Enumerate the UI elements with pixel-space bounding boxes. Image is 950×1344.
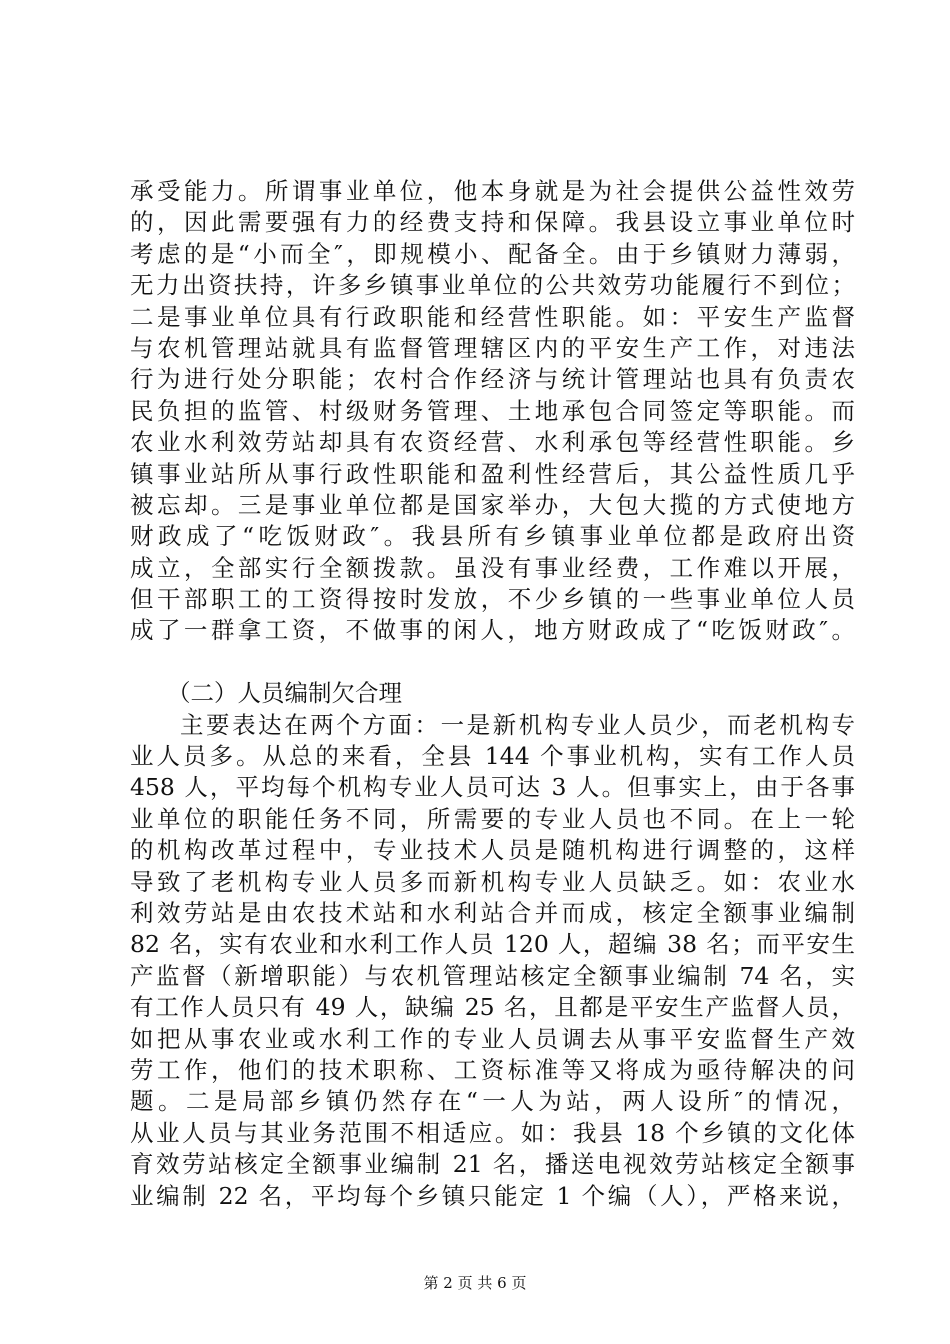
page-number-label: 第 2 页 共 6 页 <box>423 1274 527 1292</box>
text-line: 主要表达在两个方面：一是新机构专业人员少，而老机构专 <box>180 710 855 739</box>
text-line: 农业水利效劳站却具有农资经营、水利承包等经营性职能。乡 <box>130 428 855 457</box>
text-line: 题。二是局部乡镇仍然存在“一人为站，两人设所″的情况， <box>130 1087 855 1116</box>
text-line: 业编制 22 名，平均每个乡镇只能定 1 个编（人），严格来说， <box>130 1181 855 1210</box>
text-line: 民负担的监管、村级财务管理、土地承包合同签定等职能。而 <box>130 396 855 425</box>
document-body <box>130 176 855 1212</box>
text-line: 镇事业站所从事行政性职能和盈利性经营后，其公益性质几乎 <box>130 459 855 488</box>
text-line: 与农机管理站就具有监督管理辖区内的平安生产工作，对违法 <box>130 333 855 362</box>
text-line: 业单位的职能任务不同，所需要的专业人员也不同。在上一轮 <box>130 804 855 833</box>
text-line: 无力出资扶持，许多乡镇事业单位的公共效劳功能履行不到位； <box>130 271 855 300</box>
text-line: 导致了老机构专业人员多而新机构专业人员缺乏。如：农业水 <box>130 867 855 896</box>
text-line: 但干部职工的工资得按时发放，不少乡镇的一些事业单位人员 <box>130 585 855 614</box>
text-line: 458 人，平均每个机构专业人员可达 3 人。但事实上，由于各事 <box>130 773 855 802</box>
text-line: 承受能力。所谓事业单位，他本身就是为社会提供公益性效劳 <box>130 177 855 205</box>
text-line: 行为进行处分职能；农村合作经济与统计管理站也具有负责农 <box>130 365 855 394</box>
text-line: 业人员多。从总的来看，全县 144 个事业机构，实有工作人员 <box>130 742 855 771</box>
text-line: 考虑的是“小而全″，即规模小、配备全。由于乡镇财力薄弱， <box>130 239 855 268</box>
text-line: 的机构改革过程中，专业技术人员是随机构进行调整的，这样 <box>130 836 855 865</box>
text-line: 劳工作，他们的技术职称、工资标准等又将成为亟待解决的问 <box>130 1055 855 1084</box>
text-line: 利效劳站是由农技术站和水利站合并而成，核定全额事业编制 <box>130 898 855 927</box>
text-line: 成了一群拿工资，不做事的闲人，地方财政成了“吃饭财政″。 <box>130 616 855 645</box>
text-line: 被忘却。三是事业单位都是国家举办，大包大揽的方式使地方 <box>130 490 855 519</box>
text-line: 财政成了“吃饭财政″。我县所有乡镇事业单位都是政府出资 <box>130 522 855 551</box>
text-line: 成立，全部实行全额拨款。虽没有事业经费，工作难以开展， <box>130 553 855 582</box>
text-line: 从业人员与其业务范围不相适应。如：我县 18 个乡镇的文化体 <box>130 1118 855 1147</box>
section-heading: （二）人员编制欠合理 <box>167 679 402 708</box>
text-line: 的，因此需要强有力的经费支持和保障。我县设立事业单位时 <box>130 208 855 237</box>
text-line: 82 名，实有农业和水利工作人员 120 人，超编 38 名；而平安生 <box>130 930 855 959</box>
text-line: 有工作人员只有 49 人，缺编 25 名，且都是平安生产监督人员， <box>130 993 855 1022</box>
page-footer <box>0 1273 950 1293</box>
text-line: 产监督（新增职能）与农机管理站核定全额事业编制 74 名，实 <box>130 961 855 990</box>
text-line: 如把从事农业或水利工作的专业人员调去从事平安监督生产效 <box>130 1024 855 1053</box>
paragraph-spacer <box>130 647 855 678</box>
text-line: 二是事业单位具有行政职能和经营性职能。如：平安生产监督 <box>130 302 855 331</box>
text-line: 育效劳站核定全额事业编制 21 名，播送电视效劳站核定全额事 <box>130 1150 855 1179</box>
